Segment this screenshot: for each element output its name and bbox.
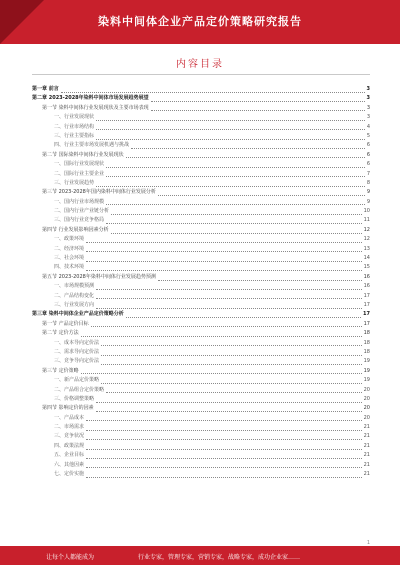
toc-entry-page: 13 (363, 245, 370, 252)
toc-entry[interactable] (32, 104, 370, 113)
toc-entry-title: 第二节 定价方法 (42, 330, 79, 337)
toc-entry[interactable] (32, 141, 370, 150)
toc-leader-dots (126, 152, 365, 158)
toc-leader-dots (96, 124, 365, 130)
page-number: 1 (366, 540, 370, 546)
toc-entry-title: 一、国际行业发展现状 (54, 161, 105, 168)
toc-entry[interactable] (32, 226, 370, 235)
toc-entry-page: 17 (363, 320, 370, 327)
toc-entry-title: 第二章 2023-2028年染料中间体市场发展趋势展望 (32, 95, 149, 102)
toc-leader-dots (96, 303, 362, 309)
toc-leader-dots (86, 462, 362, 468)
toc-leader-dots (86, 237, 362, 243)
toc-entry-title: 一、市场规模预测 (54, 283, 95, 290)
toc-entry-title: 第三章 染料中间体企业产品定价策略分析 (32, 311, 124, 318)
toc-leader-dots (86, 444, 362, 450)
toc-entry[interactable] (32, 423, 370, 432)
toc-entry[interactable] (32, 254, 370, 263)
toc-entry-title: 三、行业主要指标 (54, 132, 95, 139)
heading-divider (32, 74, 370, 75)
report-title: 染料中间体企业产品定价策略研究报告 (98, 15, 302, 28)
toc-entry-page: 7 (366, 170, 370, 177)
toc-entry[interactable] (32, 216, 370, 225)
toc-entry-page: 9 (366, 189, 370, 196)
toc-entry-page: 21 (363, 433, 370, 440)
toc-entry-page: 10 (363, 208, 370, 215)
toc-entry[interactable] (32, 170, 370, 179)
toc-entry[interactable] (32, 160, 370, 169)
toc-entry-title: 四、政策法规 (54, 442, 85, 449)
toc-entry-page: 17 (363, 311, 370, 318)
toc-entry[interactable] (32, 235, 370, 244)
toc-leader-dots (96, 284, 362, 290)
toc-heading: 内容目录 (176, 59, 224, 70)
toc-entry-page: 4 (366, 123, 370, 130)
toc-entry-page: 11 (363, 217, 370, 224)
toc-entry-title: 第二节 国际染料中间体行业发展现状 (42, 151, 124, 158)
toc-entry-title: 第三节 2023-2028年国内染料中间体行业发展分析 (42, 189, 156, 196)
toc-entry-title: 三、行业发展趋势 (54, 179, 95, 186)
toc-leader-dots (86, 434, 362, 440)
toc-leader-dots (101, 350, 362, 356)
toc-leader-dots (86, 453, 362, 459)
toc-entry-title: 三、价格调整策略 (54, 395, 95, 402)
toc-entry[interactable] (32, 320, 370, 329)
toc-leader-dots (151, 105, 365, 111)
toc-leader-dots (86, 425, 362, 431)
toc-entry-title: 一、成本导向定价法 (54, 339, 100, 346)
toc-entry-page: 19 (363, 367, 370, 374)
toc-entry[interactable] (32, 198, 370, 207)
toc-leader-dots (126, 312, 361, 318)
toc-leader-dots (106, 171, 365, 177)
toc-entry-page: 19 (363, 358, 370, 365)
toc-entry[interactable] (32, 273, 370, 282)
toc-leader-dots (86, 265, 362, 271)
toc-entry[interactable] (32, 339, 370, 348)
toc-entry[interactable] (32, 367, 370, 376)
toc-leader-dots (131, 143, 365, 149)
toc-entry[interactable] (32, 85, 370, 94)
toc-entry-title: 一、行业发展现状 (54, 114, 95, 121)
toc-entry[interactable] (32, 123, 370, 132)
toc-leader-dots (111, 209, 362, 215)
toc-leader-dots (101, 340, 362, 346)
toc-entry[interactable] (32, 94, 370, 103)
toc-entry-page: 19 (363, 377, 370, 384)
toc-entry[interactable] (32, 386, 370, 395)
toc-entry-title: 四、行业主要市场发展机遇与挑战 (54, 142, 130, 149)
toc-entry-title: 二、国内行业产业链分析 (54, 208, 110, 215)
toc-entry-title: 第四节 影响定价的因素 (42, 405, 94, 412)
toc-entry[interactable] (32, 310, 370, 319)
toc-entry-page: 21 (363, 471, 370, 478)
toc-entry-page: 20 (363, 395, 370, 402)
toc-leader-dots (86, 415, 362, 421)
toc-leader-dots (61, 87, 365, 93)
toc-entry-title: 二、国际行业主要企业 (54, 170, 105, 177)
toc-entry[interactable] (32, 207, 370, 216)
footer-tagline: 行业专家，管理专家，营销专家，战略专家，成功企业家…… (138, 554, 301, 561)
toc-entry[interactable] (32, 348, 370, 357)
toc-entry[interactable] (32, 414, 370, 423)
toc-entry-page: 3 (366, 114, 370, 121)
toc-entry[interactable] (32, 292, 370, 301)
toc-entry[interactable] (32, 188, 370, 197)
toc-entry-page: 6 (366, 151, 370, 158)
toc-entry-title: 第三节 定价策略 (42, 367, 79, 374)
toc-entry-title: 六、其他因素 (54, 461, 85, 468)
footer-banner (0, 546, 400, 565)
toc-leader-dots (96, 293, 362, 299)
toc-entry-title: 二、需求导向定价法 (54, 348, 100, 355)
toc-leader-dots (106, 218, 362, 224)
toc-entry-page: 12 (363, 236, 370, 243)
toc-entry-title: 一、国内行业市场规模 (54, 198, 105, 205)
toc-entry-title: 七、定价实施 (54, 471, 85, 478)
toc-leader-dots (96, 115, 365, 121)
toc-entry-title: 五、企业目标 (54, 452, 85, 459)
toc-leader-dots (106, 199, 365, 205)
toc-entry-title: 第五节 2023-2028年染料中间体行业发展趋势预测 (42, 273, 156, 280)
toc-entry-title: 三、国内行业竞争格局 (54, 217, 105, 224)
toc-entry-page: 21 (363, 461, 370, 468)
toc-leader-dots (101, 359, 362, 365)
toc-leader-dots (106, 387, 362, 393)
toc-entry[interactable] (32, 301, 370, 310)
toc-entry-title: 第四节 行业发展影响因素分析 (42, 226, 109, 233)
toc-leader-dots (96, 134, 365, 140)
toc-leader-dots (86, 256, 362, 262)
toc-leader-dots (158, 190, 365, 196)
toc-entry-title: 一、新产品定价策略 (54, 377, 100, 384)
toc-leader-dots (101, 378, 362, 384)
toc-entry-page: 17 (363, 301, 370, 308)
toc-entry-title: 二、市场需求 (54, 424, 85, 431)
toc-entry-page: 3 (366, 104, 370, 111)
toc-entry-page: 18 (363, 330, 370, 337)
toc-entry-page: 21 (363, 452, 370, 459)
toc-entry-page: 20 (363, 414, 370, 421)
toc-entry-title: 二、产品组合定价策略 (54, 386, 105, 393)
toc-entry-page: 20 (363, 386, 370, 393)
toc-entry-page: 3 (366, 95, 370, 102)
toc-entry-page: 20 (363, 405, 370, 412)
toc-entry-title: 一、产品成本 (54, 414, 85, 421)
toc-leader-dots (91, 321, 362, 327)
toc-entry-title: 二、经济环境 (54, 245, 85, 252)
toc-leader-dots (96, 181, 365, 187)
toc-leader-dots (96, 406, 362, 412)
toc-entry-title: 四、技术环境 (54, 264, 85, 271)
toc-entry[interactable] (32, 179, 370, 188)
toc-entry[interactable] (32, 461, 370, 470)
table-of-contents (32, 85, 370, 538)
toc-entry-page: 18 (363, 348, 370, 355)
toc-entry[interactable] (32, 282, 370, 291)
toc-entry-page: 9 (366, 198, 370, 205)
toc-entry-page: 5 (366, 132, 370, 139)
toc-entry[interactable] (32, 470, 370, 479)
toc-entry-title: 二、行业市场结构 (54, 123, 95, 130)
toc-entry-page: 6 (366, 142, 370, 149)
toc-entry[interactable] (32, 432, 370, 441)
toc-leader-dots (86, 472, 362, 478)
toc-entry-page: 3 (366, 86, 370, 92)
toc-entry[interactable] (32, 442, 370, 451)
toc-entry-title: 第一章 前言 (32, 86, 59, 92)
toc-entry-title: 一、政策环境 (54, 236, 85, 243)
toc-entry-page: 17 (363, 292, 370, 299)
toc-entry[interactable] (32, 263, 370, 272)
toc-entry[interactable] (32, 329, 370, 338)
toc-entry[interactable] (32, 357, 370, 366)
footer-slogan: 让每个人都能成为 (46, 554, 95, 561)
toc-entry-page: 21 (363, 442, 370, 449)
report-header-banner (0, 0, 400, 44)
toc-leader-dots (158, 275, 362, 281)
toc-entry-page: 14 (363, 255, 370, 262)
toc-entry[interactable] (32, 151, 370, 160)
toc-entry-page: 8 (366, 179, 370, 186)
toc-leader-dots (111, 228, 362, 234)
toc-entry-title: 二、产品结构变化 (54, 292, 95, 299)
toc-entry-page: 16 (363, 273, 370, 280)
toc-leader-dots (151, 96, 365, 102)
toc-entry-title: 三、社会环境 (54, 255, 85, 262)
toc-entry-title: 第一节 产品定价目标 (42, 320, 89, 327)
toc-entry-title: 第一节 染料中间体行业发展现状及主要市场表现 (42, 104, 149, 111)
toc-entry[interactable] (32, 395, 370, 404)
toc-leader-dots (96, 397, 362, 403)
toc-entry[interactable] (32, 451, 370, 460)
toc-entry-page: 12 (363, 226, 370, 233)
toc-entry-page: 16 (363, 283, 370, 290)
toc-entry[interactable] (32, 404, 370, 413)
toc-entry-title: 三、竞争导向定价法 (54, 358, 100, 365)
toc-entry-title: 三、行业发展方向 (54, 301, 95, 308)
toc-entry-page: 6 (366, 161, 370, 168)
toc-leader-dots (81, 368, 362, 374)
toc-entry[interactable] (32, 132, 370, 141)
toc-entry-page: 21 (363, 424, 370, 431)
toc-entry-title: 三、竞争状况 (54, 433, 85, 440)
toc-entry[interactable] (32, 245, 370, 254)
toc-entry[interactable] (32, 376, 370, 385)
toc-leader-dots (81, 331, 362, 337)
toc-entry[interactable] (32, 113, 370, 122)
toc-entry-page: 18 (363, 339, 370, 346)
toc-leader-dots (86, 246, 362, 252)
toc-leader-dots (106, 162, 365, 168)
toc-entry-page: 15 (363, 264, 370, 271)
